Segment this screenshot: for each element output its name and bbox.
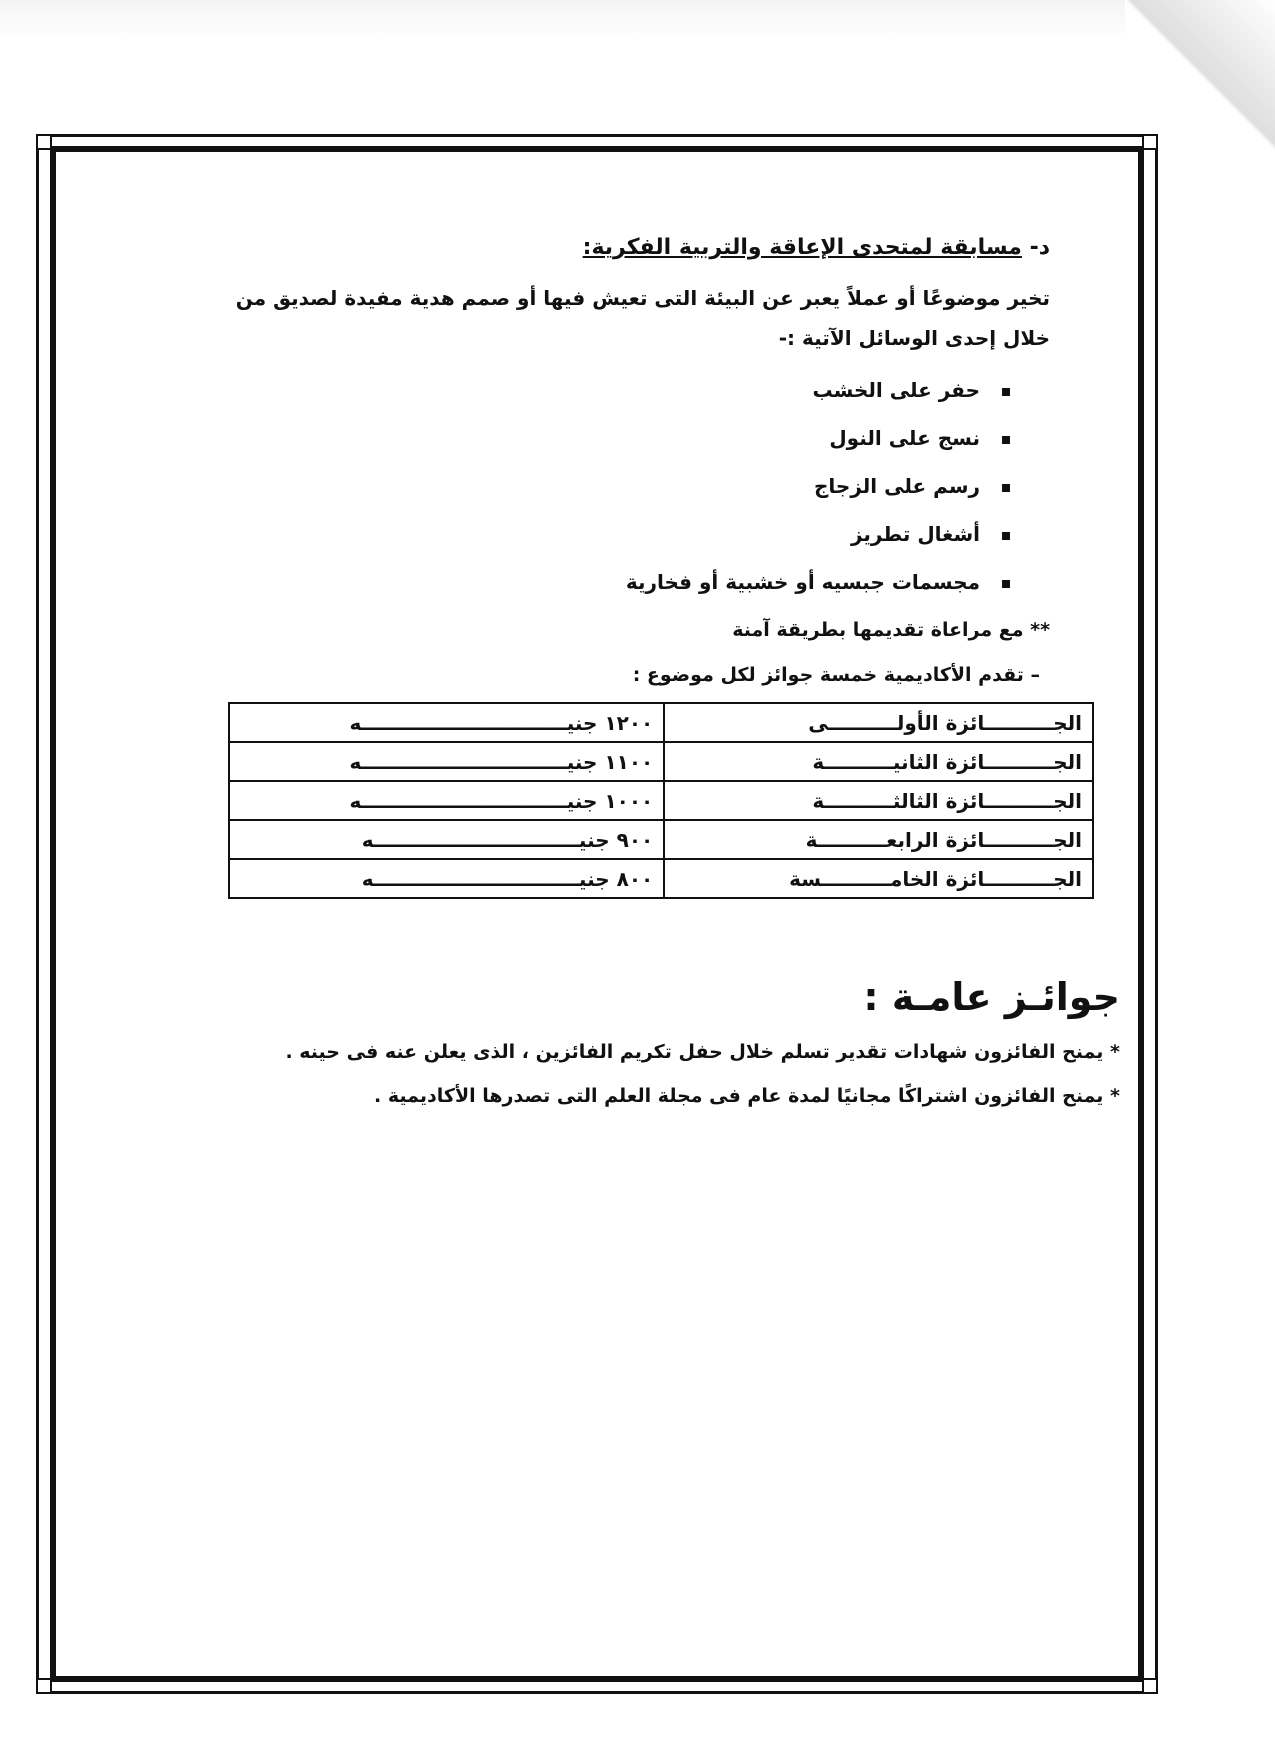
section-heading [150,235,1050,260]
method-label: نسج على النول [829,426,980,450]
general-prizes-list [230,1030,1120,1118]
competition-section [150,235,1082,899]
general-prize-item: * يمنح الفائزون اشتراكًا مجانيًا لمدة عام فى مجلة العلم التى تصدرها الأكاديمية . [374,1085,1120,1107]
prize-name: الجــــــــــائزة الثالثــــــــــة [664,781,1093,820]
methods-list [150,366,1050,606]
section-prefix: د- [1029,235,1050,260]
safety-note: ** مع مراعاة تقديمها بطريقة آمنة [732,619,1050,641]
prize-amount: ١١٠٠ جنيــــــــــــــــــــــــــــــه [229,742,664,781]
list-item [150,510,1010,558]
list-item [150,414,1010,462]
method-label: رسم على الزجاج [814,474,980,498]
table-row [229,859,1093,898]
scan-shadow [0,0,1275,40]
section-title: مسابقة لمتحدى الإعاقة والتربية الفكرية: [582,235,1022,260]
bullet-icon [1002,436,1010,444]
table-row [229,703,1093,742]
bullet-icon [1002,484,1010,492]
prize-amount: ٨٠٠ جنيــــــــــــــــــــــــــــــه [229,859,664,898]
prizes-intro: – تقدم الأكاديمية خمسة جوائز لكل موضوع : [632,664,1040,686]
prize-amount: ١٠٠٠ جنيــــــــــــــــــــــــــــــه [229,781,664,820]
prize-amount: ١٢٠٠ جنيــــــــــــــــــــــــــــــه [229,703,664,742]
general-prizes-title: جوائـز عامـة : [863,975,1120,1019]
table-row [229,820,1093,859]
method-label: أشغال تطريز [850,522,980,546]
prize-amount: ٩٠٠ جنيــــــــــــــــــــــــــــــه [229,820,664,859]
prize-name: الجــــــــــائزة الخامــــــــــسة [664,859,1093,898]
table-row [229,781,1093,820]
bullet-icon [1002,580,1010,588]
method-label: حفر على الخشب [812,378,980,402]
border-corner [36,1678,52,1694]
prizes-table [228,702,1094,899]
prize-name: الجــــــــــائزة الثانيــــــــــة [664,742,1093,781]
general-prize-item: * يمنح الفائزون شهادات تقدير تسلم خلال حفل تكريم الفائزين ، الذى يعلن عنه فى حينه . [285,1041,1120,1063]
bullet-icon [1002,388,1010,396]
intro-line-1: تخير موضوعًا أو عملاً يعبر عن البيئة التى تعيش فيها أو صمم هدية مفيدة لصديق من [235,286,1050,310]
bullet-icon [1002,532,1010,540]
method-label: مجسمات جبسيه أو خشبية أو فخارية [625,570,980,594]
intro-line-2: خلال إحدى الوسائل الآتية :- [778,326,1050,350]
border-corner [1142,1678,1158,1694]
list-item [150,366,1010,414]
border-corner [36,134,52,150]
border-corner [1142,134,1158,150]
prize-name: الجــــــــــائزة الأولــــــــــى [664,703,1093,742]
table-row [229,742,1093,781]
list-item [150,558,1010,606]
list-item [150,462,1010,510]
prize-name: الجــــــــــائزة الرابعــــــــــة [664,820,1093,859]
